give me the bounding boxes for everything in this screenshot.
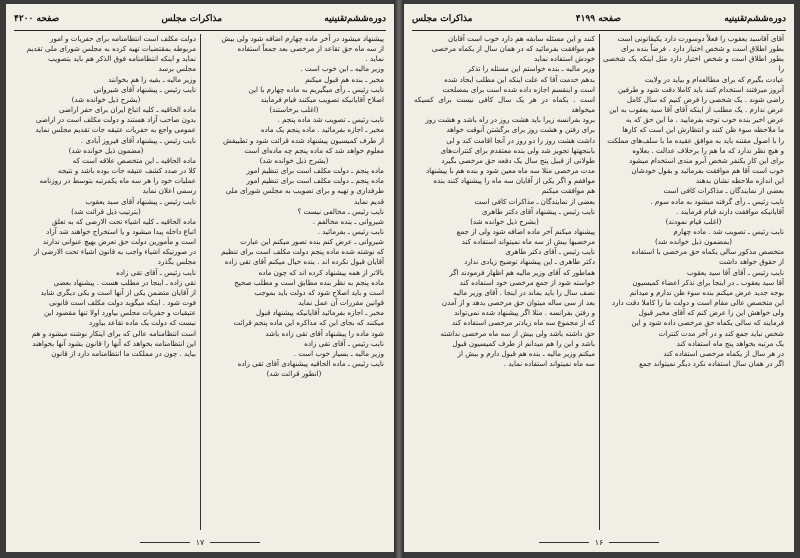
text-line: و رفتن بفرانسه . مثلا اگر پیشنهاد شده نمی‌تواند [454,308,595,318]
text-line: مدت مرخصی مثلا سه ماه معین شود و بنده هم با پیشنهاد [425,166,595,176]
text-line: رسمی اعلان نماید [142,186,196,196]
right-page-column-right [603,34,784,530]
text-line: برای رفتن و هشت روز برای برگشتن آنوقت خواهد [446,125,595,135]
text-line: فرمایند که سالی یکماه حق مرخصی داده شود و این [631,318,784,328]
text-line: نایب رئیس ـ آقای آقا سید یعقوب [686,267,784,277]
text-line: معلوم خواهد شد که ماده پنجم چه ماده‌ای است [244,145,384,155]
text-line: مجلس بگذرد [157,257,196,267]
text-line: (بترتیب ذیل قرائت شد) [71,206,141,216]
text-line: (بمضمون ذیل خوانده شد) [654,237,733,247]
text-line: ولی خواهش این را عرض کنم که آقای مخبر قبول [638,308,784,318]
text-line: برود بفرانسه زیرا باید هشت روز در راه باشد و هشت روز [425,115,595,125]
text-line: (بشرح ذیل خوانده شد) [259,155,329,165]
footer-dash [609,542,659,543]
text-line: مربوطه بمقتضیات تهیه کرده به مجلس شورای ملی تقدیم [26,44,196,54]
text-line: را با اصول مقننه باید به موافق عقیده ما با سلف‌های مملکت [607,135,784,145]
right-page-footer [404,538,794,547]
text-line: آقایان قبول نکرده اند . بنده خیال میکنم آقای تقی زاده [224,257,384,267]
text-line: بدهم خدمت آقا که علت اینکه این مطلب ایجاد شده [444,74,595,84]
left-header-page-number: صفحه ۴۲۰۰ [14,14,60,24]
text-line: نایب رئیس ـ پیشنهاد آقای شیروانی [93,84,196,94]
text-line: و هیچ نظر ندارد که ما هم را برخلاف عدالت . بعلاوه [632,145,784,155]
text-line: خواسته شود از جمع مرخصی خود استفاده کند [459,277,595,287]
text-line: میکنند که بجای این که مذاکره این ماده پنجم قرائت [233,318,384,328]
text-line: این متخصص عالی مقام است و دولت ما را کاملا دقت دارد [611,298,784,308]
text-line: (مضمون ذیل خوانده شد) [68,145,144,155]
left-header-rule [14,30,386,31]
text-line: است و باید اصلاح شود که دولت باید بموجب [254,287,384,297]
text-line: ما ملاحظه سوء ظن کنند و انتظارش این است که کارها [622,125,784,135]
text-line: فوت شود . اینکه میگوید دولت مکلف است قانونی [49,298,196,308]
text-line: برای این کار یکنفر شخص آبرو مندی استخدام میشود [629,155,784,165]
text-line: وزیر مالیه ـ بقیه را هم بخوانند [108,74,196,84]
text-line: وزیر مالیه ـ بسیار خوب است . [293,348,384,358]
text-line: مخبر ـ اجازه بفرمائید آقایانیکه پیشنهاد قبول [256,308,384,318]
text-line: راضی شوند . یک شخصی را فرض کنیم که سال کامل [626,94,784,104]
text-line: اتباع داخله پیدا میشود و یا استخراج خواهند شد آزاد [46,226,196,236]
left-column-divider [200,34,201,530]
text-line: قوانین مقررات آن عمل نماید [298,298,384,308]
text-line: مرخصیها بیش از سه ماه نمیتواند استفاده کند [461,237,595,247]
text-line: از سه ماه حق تقاعد از مرخصی بعد جمعاً استفاده [237,44,384,54]
text-line: عتیقیات و حفریات مجلس بیاورد اولا تنها مقصود این [43,308,196,318]
text-line: نایب رئیس ـ رأی گرفته میشود به ماده سوم . [650,196,784,206]
text-line: نایب رئیس ـ رأی میگیریم به ماده چهارم با این [248,84,384,94]
text-line: ماده الحاقیه ـ این متخصص علاقه است که [72,155,196,165]
text-line: خودش استفاده نماید [534,54,595,64]
right-header-session: دوره‌ششم‌تقنینیه [724,14,786,24]
text-line: نماید و اینکه انتظامنامه فوق الذکر هم باید بتصویب [48,54,196,64]
text-line: بابنجهتها تجویز شد ولی بنده معتقدم برای کنترات‌های [440,145,595,155]
text-line: این انتظامنامه بخواهد که آنها را قانون بشود آنها بخواهند [32,338,196,348]
text-line: در صورتیکه اشیاء واجب به قانون اشیاء تحت الارضی از [33,247,196,257]
book-gutter [394,0,404,558]
text-line: بیاید . چون در مملکت ما انتظامنامه دارد از قانون [51,348,196,358]
text-line: (بشرح ذیل خوانده شد) [71,94,141,104]
left-page-column-right [204,34,384,530]
text-line: نایب رئیس ـ تصویب شد . ماده چهارم [673,226,784,236]
text-line: عمومی واجع به حفریات عتیقه جات تقدیم مجلس نماید [35,125,196,135]
text-line: خوب است آقا هم موافقت بفرمائید و بقول خودشان [631,166,784,176]
text-line: در هر سال از یکماه مرخصی استفاده کند [663,348,784,358]
text-line: بوجه جدید عرض میکنم بنده سوء ظن ندارم و میدانم [629,287,784,297]
text-line: بالاتر از همه پیشنهاد کرده اند که چون ماده [258,267,384,277]
text-line: است . یکماه در هر یک سال کافی نیست برای کسیکه میخواهد [414,94,595,115]
left-footer-page-number: ۱۷ [195,538,205,547]
text-line: کلا در صدد کشف عتیقه جات بوده باشد و نتیجه [58,166,196,176]
text-line: شود ماده را پیشنهاد آقای تقی زاده باشد [265,328,384,338]
text-line: آنروز میرفتند استخدام کنند باید کاملا دقت شود و طرفین [618,84,784,94]
text-line: اگر در همان سال استفاده نکرد دیگر نمیتواند جمع [639,359,784,368]
text-line: مجلس برسد [158,64,196,74]
right-header-title: مذاکرات مجلس [412,14,473,24]
text-line: نصف سال را باید بماند در اینجا . آقای وزیر مالیه [453,287,595,297]
text-line: شخص نباید جمع کند و در آخر مدت کنترات [658,328,784,338]
text-line: نایب رئیس ـ آقای تقی زاده [116,267,196,277]
text-line: مخبر ـ اجازه بفرمائید . ماده پنجم یک ماده [260,125,384,135]
text-line: نایب رئیس ـ آقای تقی زاده [304,338,384,348]
text-line: قدیم نماید [354,196,384,206]
text-line: اصلاح آقایانیکه تصویب میکنند قیام فرمایند [260,94,384,104]
text-line: است و اینقسم اجازه داده شده است برای بمصلحت [442,84,595,94]
text-line: نایب رئیس ـ پیشنهاد آقای دکتر طاهری [481,206,595,216]
text-line: نایب رئیس ـ آقای دکتر طاهری [505,247,595,257]
left-page [6,4,394,552]
text-line: عملیات خود را هر سه ماه یکمرتبه بتوسط در روزنامه [39,176,196,186]
text-line: وزیر مالیه ـ این خوب است . [300,64,384,74]
left-page-header [14,10,386,28]
text-line: ماده پنجم به نظر بنده مطابق است و مطلب صحیح [234,277,384,287]
text-line: است انتظامنامه عالی که برای اینکار نوشته میشود و هم [31,328,196,338]
text-line: طولانی از قبیل پنج سال یک دفعه حق مرخصی بگیرد [441,155,595,165]
text-line: کنند و این مسئله سابقه هم دارد خوب است آقایان [448,34,595,43]
text-line: عیادت بگیرم که برای مطالعه‌ام و بیاید در ولایت [644,74,784,84]
text-line: هم موافقت بفرمائید که در همان سال از یکماه مرخصی [431,44,595,54]
left-page-column-left [16,34,196,530]
text-line: ماده الحاقیه ـ کلیه اتباع ایران برای حفر اراضی [59,105,196,115]
text-line: وزیر مالیه ـ بنده خواستم این مسئله را تذکر [467,64,595,74]
text-line: داشت هشت روز را دو روز در آنجا اقامت کند و لی [446,135,595,145]
text-line: ماده پنجم ـ دولت مکلف است برای تنظیم امور [246,166,384,176]
text-line: بطور اطلاق است و شخص اختیار دارد مثل اینکه یک شخصی را [603,54,784,74]
text-line: هماطور که آقای وزیر مالیه هم اظهار فرمودند اگر [449,267,595,277]
text-line: که از مجموع سه ماه زیادتر مرخصی استفاده کند [451,318,595,328]
text-line: هم موافقت میکنم [541,186,595,196]
text-line: نایب رئیس ـ بفرمائید . [317,226,384,236]
right-page-column-left [414,34,595,530]
text-line: دولت مکلف است انتظامنامه برای حفریات و امور [50,34,196,43]
text-line: طرفداری و تهیه و برای تصویب به مجلس شورای ملی [225,186,384,196]
right-page-header [412,10,786,28]
text-line: عرض ندارم . یک مطلب از اینکه آقای آقا سید یعقوب به این [609,105,784,115]
footer-dash [539,542,589,543]
text-line: (بشرح ذیل خوانده شد) [470,216,539,226]
left-header-session: دوره‌ششم‌تقنینیه [324,14,386,24]
text-line: آقایانیکه موافقت دارند قیام فرمایند . [676,206,784,216]
footer-dash [140,542,190,543]
text-line: نایب رئیس ـ تصویب شد ماده پنجم . [277,115,384,125]
text-line: سه ماه نمیتواند استفاده نماید . [503,359,595,368]
right-footer-page-number: ۱۶ [594,538,604,547]
text-line: بعضی از نمایندگان ـ مذاکرات کافی است [663,186,784,196]
text-line: ماده الحاقیه ـ کلیه اشیاء تحت الارضی که به تعلق [51,216,196,226]
text-line: از طرف کمیسیون پیشنهاد شده قرائت شود و تطبیقش [223,135,384,145]
right-page [404,4,794,552]
right-header-rule [412,30,786,31]
text-line: شیروانی ـ بنده مخالفم . [312,216,384,226]
text-line: حق داشته باشد ولی بیش از سه ماه مرخصی نداشته [440,328,595,338]
text-line: میکنم وزیر مالیه ـ بنده هم قبول دارم و بیش از [457,348,595,358]
text-line: از آقایان متضمن یکی از آنها است و یکی دیگری شاید [40,287,196,297]
text-line: نیست که دولت یک ماده تقاعد بیاورد [89,318,196,328]
text-line: ماده پنجم ـ دولت مکلف است برای تنظیم امور [246,176,384,186]
text-line: نایب رئیس ـ پیشنهاد آقای سید یعقوب [85,196,196,206]
text-line: (انطور قرائت شد) [266,369,322,379]
text-line: عرض اخیر بنده خوب توجه بفرمایید . ما این حق که به [625,115,784,125]
right-column-divider [599,34,600,530]
text-line: تقی زاده ـ اینجا در مطلب هست . پیشنهاد بعضی [53,277,196,287]
text-line: نایب رئیس ـ ماده الحاقیه پیشنهادی آقای تقی زاده [237,359,384,368]
text-line: شیروانی ـ عرض کنم بنده تصور میکنم این عبارت [240,237,384,247]
text-line: (اغلب برخاستند) [269,105,319,115]
left-header-title: مذاکرات مجلس [161,14,223,24]
text-line: آقای آقاسید یعقوب را فعلاً دوسورت دارد یکیقانونی است [617,34,784,43]
right-header-page-number: صفحه ۴۱۹۹ [575,14,622,24]
text-line: آقا سید یعقوب ـ در اینجا برای تذکر اعضاء کمیسیون [632,277,784,287]
text-line: یک مرتبه بخواهد پنج ماه استفاده کند [676,338,784,348]
left-page-footer [6,538,394,547]
text-line: موافقم و اگر یکی از آقایان سه ماه را پیشنهاد کنند بنده [433,176,595,186]
text-line: بطور اطلاق است و شخص اختیار دارد . فرضاً بنده برای [621,44,784,54]
text-line: مخبر ـ بنده هم قبول میکنم [305,74,384,84]
text-line: پیشنهاد میشود در آخر ماده چهارم اضافه شود ولی بیش [221,34,384,43]
text-line: متخصص مذکور سالی یکماه حق مرخصی با استفاده [631,247,784,257]
text-line: نایب رئیس ـ مخالفی نیست ؟ [297,206,384,216]
text-line: دکتر طاهری ـ این پیشنهاد توضیح زیادی ندارد [464,257,595,267]
text-line: بعضی از نمایندگان ـ مذاکرات کافی است [474,196,595,206]
text-line: (اغلب قیام نمودند) [665,216,722,226]
text-line: نایب رئیس ـ پیشنهاد آقای فیروز آبادی . [80,135,196,145]
text-line: بدون صاحب آزاد هستند و دولت مکلف است در اراضی [35,115,196,125]
text-line: پیشنهاد میکنم آخر ماده اضافه شود ولی از جمع [456,226,595,236]
text-line: است و مأمورین دولت حق تعرض بهیچ عنوانی ندارند [42,237,196,247]
footer-dash [210,542,260,543]
text-line: باشد و این را هم میدانم از طرف کمیسیون قبول [452,338,595,348]
text-line: از حقوق خواهد داشت [719,257,784,267]
text-line: نماید . [365,54,384,64]
text-line: بعد از سی ساله میتوان حق مرخصی بدهد و از آمدن [441,298,595,308]
text-line: که نوشته شده ماده پنجم دولت مکلف است برای تنظیم [221,247,384,257]
text-line: این اندازه ملاحظه نشان بدهند [695,176,784,186]
